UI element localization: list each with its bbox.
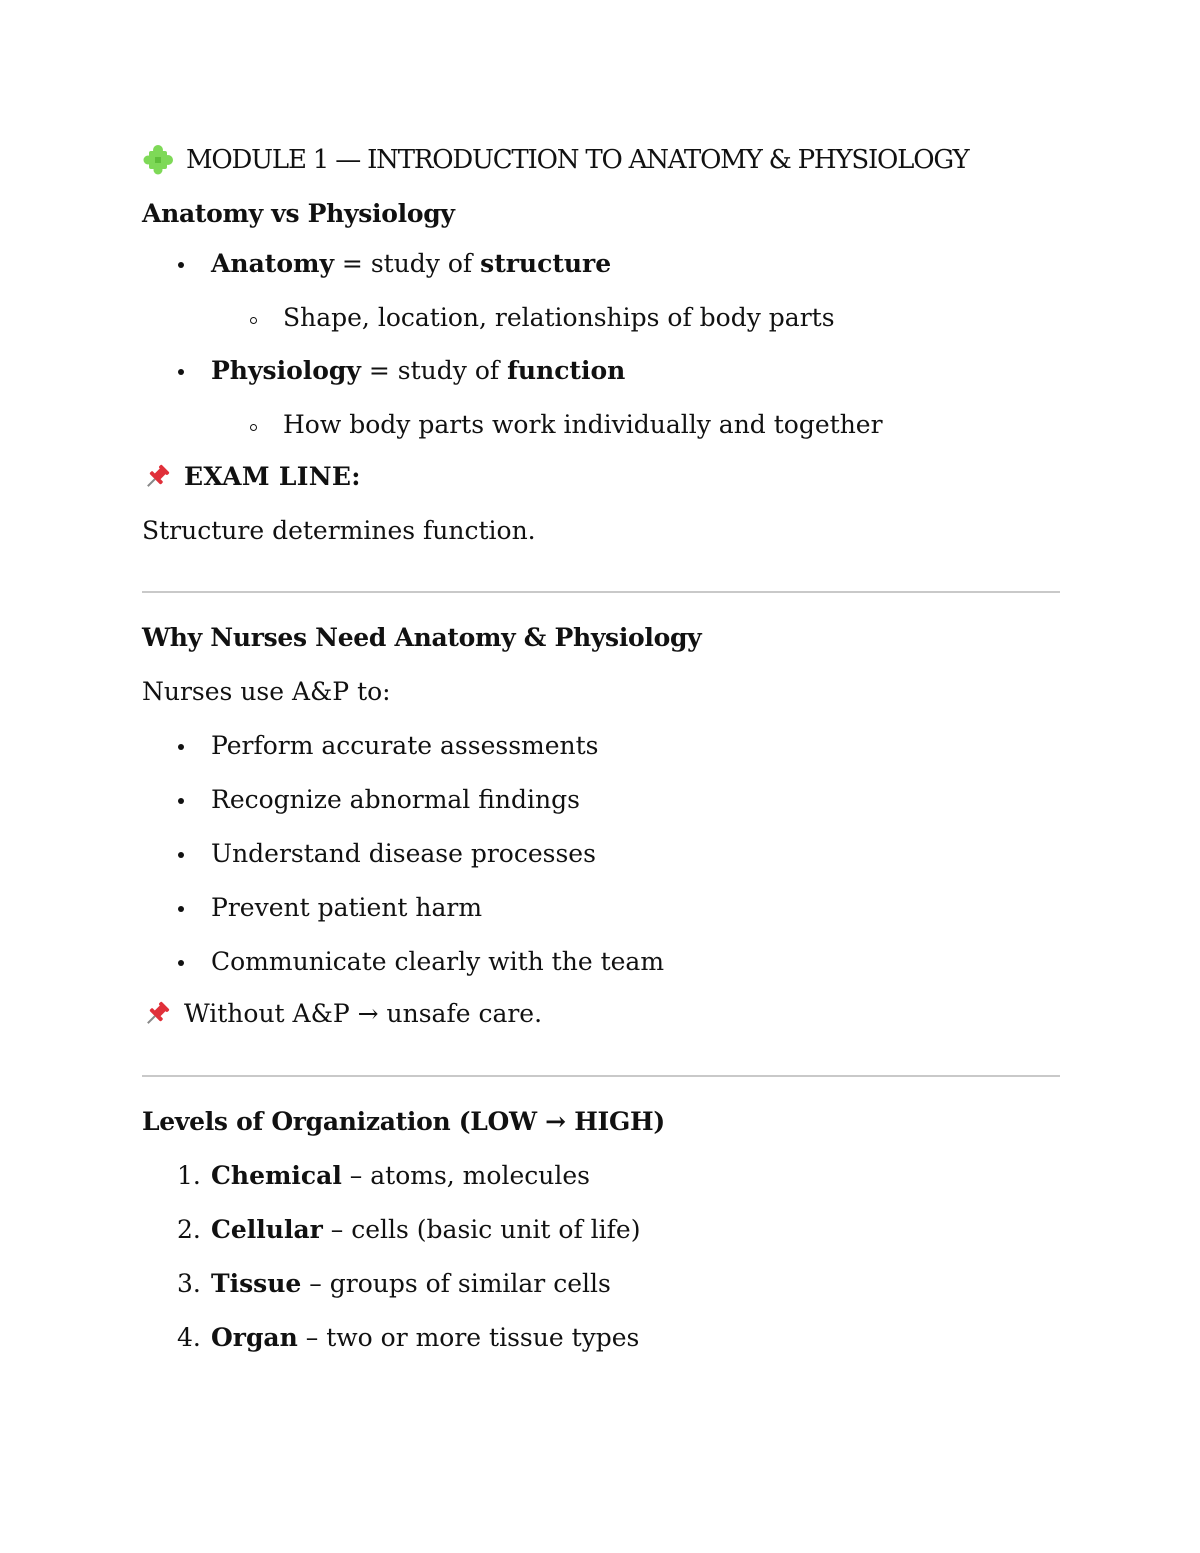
levels-list bbox=[142, 1161, 1060, 1353]
section-heading-why-nurses: Why Nurses Need Anatomy & Physiology bbox=[142, 623, 702, 652]
list-item-text: Communicate clearly with the team bbox=[211, 947, 665, 976]
list-number: 4. bbox=[177, 1323, 201, 1352]
definition-connector: = study of bbox=[360, 356, 508, 385]
pushpin-icon bbox=[142, 462, 172, 492]
list-item bbox=[142, 839, 1060, 869]
hollow-bullet bbox=[250, 317, 257, 324]
term-physiology: Physiology bbox=[211, 356, 361, 385]
list-item bbox=[142, 947, 1060, 977]
level-term: Cellular bbox=[211, 1215, 323, 1244]
keyword-function: function bbox=[507, 356, 626, 385]
list-number: 3. bbox=[177, 1269, 201, 1298]
level-item-chemical bbox=[142, 1161, 1060, 1191]
list-item-physiology bbox=[142, 356, 1060, 386]
puzzle-piece-icon bbox=[142, 143, 176, 177]
sub-item-anatomy bbox=[142, 303, 1060, 333]
nurses-use-list bbox=[142, 731, 1060, 977]
module-title-text: MODULE 1 — INTRODUCTION TO ANATOMY & PHYSIOLOGY bbox=[186, 145, 969, 175]
section-divider bbox=[142, 591, 1060, 593]
section-heading-levels-of-organization: Levels of Organization (LOW → HIGH) bbox=[142, 1107, 665, 1136]
anatomy-physiology-list bbox=[142, 249, 1060, 440]
unsafe-care-text: Without A&P → unsafe care. bbox=[184, 999, 543, 1028]
bullet-dot bbox=[178, 744, 184, 750]
section-heading-anatomy-vs-physiology: Anatomy vs Physiology bbox=[142, 199, 455, 228]
list-item-text: Understand disease processes bbox=[211, 839, 596, 868]
document-content bbox=[142, 140, 1060, 1353]
exam-line-text: Structure determines function. bbox=[142, 516, 536, 545]
level-description: – groups of similar cells bbox=[301, 1269, 611, 1298]
level-term: Chemical bbox=[211, 1161, 342, 1190]
exam-line-label bbox=[142, 462, 1060, 492]
pushpin-icon bbox=[142, 999, 172, 1029]
level-description: – atoms, molecules bbox=[341, 1161, 590, 1190]
list-item-anatomy bbox=[142, 249, 1060, 279]
bullet-dot bbox=[178, 369, 184, 375]
level-term: Organ bbox=[211, 1323, 298, 1352]
level-item-organ bbox=[142, 1323, 1060, 1353]
nurses-intro: Nurses use A&P to: bbox=[142, 677, 391, 706]
bullet-dot bbox=[178, 960, 184, 966]
level-item-tissue bbox=[142, 1269, 1060, 1299]
sub-item-text: How body parts work individually and together bbox=[283, 410, 883, 439]
list-item-text: Recognize abnormal findings bbox=[211, 785, 580, 814]
list-number: 1. bbox=[177, 1161, 201, 1190]
definition-connector: = study of bbox=[333, 249, 481, 278]
exam-line-title: EXAM LINE: bbox=[184, 462, 361, 491]
list-number: 2. bbox=[177, 1215, 201, 1244]
level-item-cellular bbox=[142, 1215, 1060, 1245]
level-description: – cells (basic unit of life) bbox=[322, 1215, 641, 1244]
sub-item-physiology bbox=[142, 410, 1060, 440]
list-item-text: Prevent patient harm bbox=[211, 893, 483, 922]
bullet-dot bbox=[178, 262, 184, 268]
list-item bbox=[142, 785, 1060, 815]
list-item bbox=[142, 893, 1060, 923]
section-divider bbox=[142, 1075, 1060, 1077]
module-title bbox=[142, 140, 1060, 180]
bullet-dot bbox=[178, 798, 184, 804]
bullet-dot bbox=[178, 852, 184, 858]
sub-item-text: Shape, location, relationships of body parts bbox=[283, 303, 835, 332]
level-term: Tissue bbox=[211, 1269, 302, 1298]
list-item bbox=[142, 731, 1060, 761]
level-description: – two or more tissue types bbox=[297, 1323, 640, 1352]
hollow-bullet bbox=[250, 424, 257, 431]
term-anatomy: Anatomy bbox=[211, 249, 334, 278]
keyword-structure: structure bbox=[480, 249, 612, 278]
bullet-dot bbox=[178, 906, 184, 912]
unsafe-care-note bbox=[142, 999, 1060, 1029]
list-item-text: Perform accurate assessments bbox=[211, 731, 599, 760]
